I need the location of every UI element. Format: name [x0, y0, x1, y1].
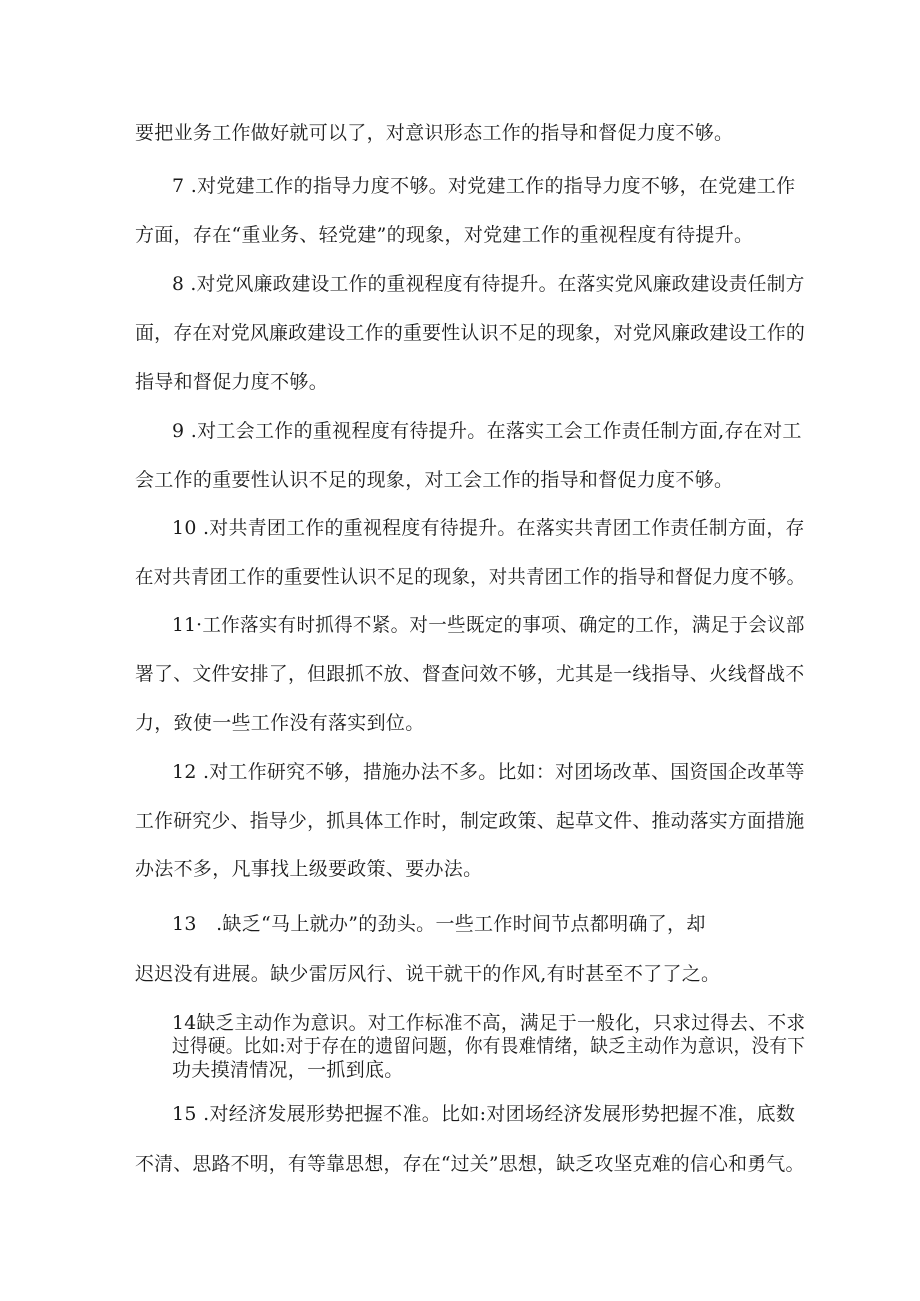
text-line: 迟迟没有进展。缺少雷厉风行、说干就干的作风,有时甚至不了了之。 — [135, 963, 721, 985]
text-line: 过得硬。比如:对于存在的遗留问题，你有畏难情绪，缺乏主动作为意识，没有下 — [172, 1035, 806, 1057]
text-line: 功夫摸清情况，一抓到底。 — [172, 1059, 404, 1081]
text-line: 在对共青团工作的重要性认识不足的现象，对共青团工作的指导和督促力度不够。 — [135, 566, 806, 588]
text-line: 工作研究少、指导少，抓具体工作时，制定政策、起草文件、推动落实方面措施 — [135, 810, 805, 832]
item-9-heading: 9 .对工会工作的重视程度有待提升。在落实工会工作责任制方面,存在对工 — [172, 420, 802, 442]
text-line: 会工作的重要性认识不足的现象，对工会工作的指导和督促力度不够。 — [135, 469, 734, 491]
text-line: 方面，存在“重业务、轻党建”的现象，对党建工作的重视程度有待提升。 — [135, 224, 754, 246]
text-line: 不清、思路不明，有等靠思想，存在“过关”思想，缺乏攻坚克难的信心和勇气。 — [135, 1153, 805, 1175]
text-line: 办法不多，凡事找上级要政策、要办法。 — [135, 858, 483, 880]
item-13-heading: 13 .缺乏“马上就办”的劲头。一些工作时间节点都明确了，却 — [172, 913, 706, 935]
text-line: 力，致使一些工作没有落实到位。 — [135, 712, 425, 734]
text-line: 要把业务工作做好就可以了，对意识形态工作的指导和督促力度不够。 — [135, 122, 734, 144]
item-15-heading: 15 .对经济发展形势把握不准。比如:对团场经济发展形势把握不准，底数 — [172, 1103, 796, 1125]
item-14-heading: 14缺乏主动作为意识。对工作标准不高，满足于一般化，只求过得去、不求 — [172, 1012, 806, 1034]
item-7-heading: 7 .对党建工作的指导力度不够。对党建工作的指导力度不够，在党建工作 — [172, 175, 796, 197]
text-line: 署了、文件安排了，但跟抓不放、督查问效不够，尤其是一线指导、火线督战不 — [135, 663, 805, 685]
text-line: 指导和督促力度不够。 — [135, 371, 329, 393]
item-12-heading: 12 .对工作研究不够，措施办法不多。比如：对团场改革、国资国企改革等 — [172, 761, 805, 783]
text-line: 面，存在对党风廉政建设工作的重要性认识不足的现象，对党风廉政建设工作的 — [135, 322, 805, 344]
item-8-heading: 8 .对党风廉政建设工作的重视程度有待提升。在落实党风廉政建设责任制方 — [172, 273, 805, 295]
item-11-heading: 11·工作落实有时抓得不紧。对一些既定的事项、确定的工作，满足于会议部 — [172, 614, 805, 636]
item-10-heading: 10 .对共青团工作的重视程度有待提升。在落实共青团工作责任制方面，存 — [172, 517, 805, 539]
